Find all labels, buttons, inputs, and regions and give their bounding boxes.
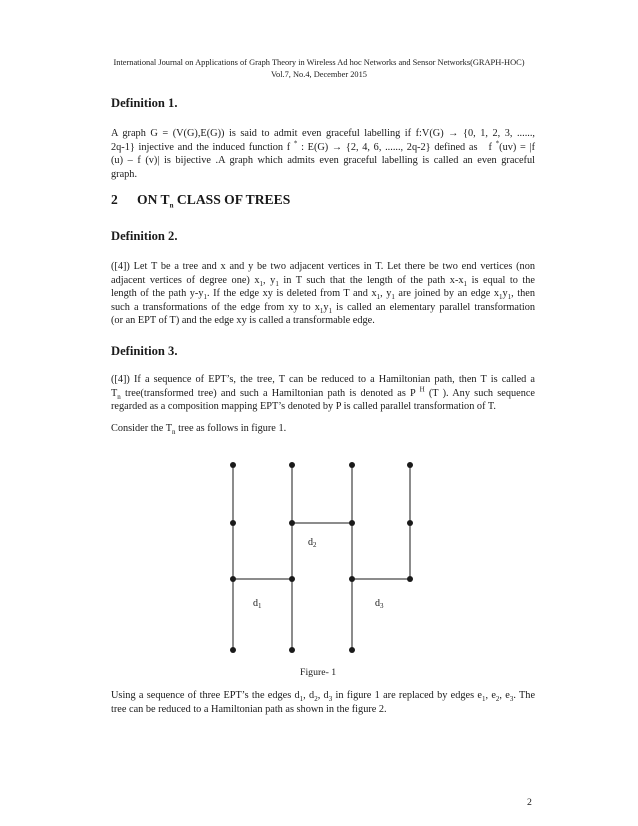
definition-1-heading: Definition 1. [111,96,178,110]
vertex [349,520,355,526]
definition-2-body [111,260,535,328]
def2-line-4: such a transformations of the edge from xy to $x_1y_1$ is called an elementary parallel transformation [111,301,535,315]
journal-header [100,57,538,81]
def2-line-2: adjacent vertices of degree one) $x_1$, $y_1$ in T such that the length of the path $x-x_1$ is equal to the [111,274,535,288]
def2-line-1: ([4]) Let T be a tree and x and y be two adjacent vertices in T. Let there be two end vertices (non [111,261,535,272]
label-d3: $d_3$ [375,598,384,610]
vertex [349,576,355,582]
vertex [407,462,413,468]
definition-1-body [111,127,535,181]
section-title-post: CLASS OF TREES [173,192,291,207]
journal-volume: Vol.7, No.4, December 2015 [271,70,367,79]
label-d2: $d_2$ [308,537,317,549]
def1-line-2: 2q-1} injective and the induced function f * : E(G) → {2, 4, 6, ......, 2q-2} defined as f *(uv) = |f [111,139,536,153]
section-2-heading [111,192,290,208]
vertex [407,576,413,582]
vertex [230,576,236,582]
def3-line-1: ([4]) If a sequence of EPT’s, the tree, T can be reduced to a Hamiltonian path, then T is called a [111,374,535,385]
vertex [230,520,236,526]
vertex [407,520,413,526]
closing-line-1: Using a sequence of three EPT’s the edges $d_1$, $d_2$, $d_3$ in figure 1 are replaced by edges $e_1$, $e_2$, $e_3$. The [111,690,536,704]
section-title-sub: n [169,201,174,210]
consider-line: Consider the $T_n$ tree as follows in figure 1. [111,423,287,437]
definition-2-heading: Definition 2. [111,229,178,243]
figure-caption: Figure- 1 [300,667,337,678]
vertex [349,462,355,468]
section-title-pre: ON T [137,192,170,207]
def2-line-5: (or an EPT of T) and the edge xy is called a transformable edge. [111,315,375,327]
vertex [289,576,295,582]
label-d1: $d_1$ [253,598,262,610]
closing-line-2: tree can be reduced to a Hamiltonian path as shown in the figure 2. [111,703,387,715]
journal-title: International Journal on Applications of Graph Theory in Wireless Ad hoc Networks and Sensor Networks(GRAPH-HOC) [113,58,525,67]
page-number: 2 [527,797,532,808]
vertex [230,462,236,468]
def1-line-4: graph. [111,168,138,180]
section-number: 2 [111,192,118,207]
vertex [349,647,355,653]
tree-figure [200,455,440,660]
vertex [289,462,295,468]
def2-line-3: length of the path $y-y_1$. If the edge xy is deleted from T and $x_1$, $y_1$ are joined by an edge $x_1y_1$, then [111,288,535,302]
definition-3-heading: Definition 3. [111,344,178,358]
def1-line-3: (u) – f (v)| is bijective .A graph which admits even graceful labelling is called an even graceful [111,155,535,167]
vertex [289,647,295,653]
vertex [230,647,236,653]
def1-line-1: A graph G = (V(G),E(G)) is said to admit even graceful labelling if f:V(G) → {0, 1, 2, 3, ......, [111,128,535,139]
def3-line-2: $T_n$ tree(transformed tree) and such a Hamiltonian path is denoted as P $^H$ (T ). Any such sequence [111,385,535,401]
closing-paragraph [111,689,535,716]
definition-3-body [111,373,535,414]
def3-line-3: regarded as a composition mapping EPT’s denoted by P is called parallel transformation of T. [111,401,496,413]
vertex [289,520,295,526]
